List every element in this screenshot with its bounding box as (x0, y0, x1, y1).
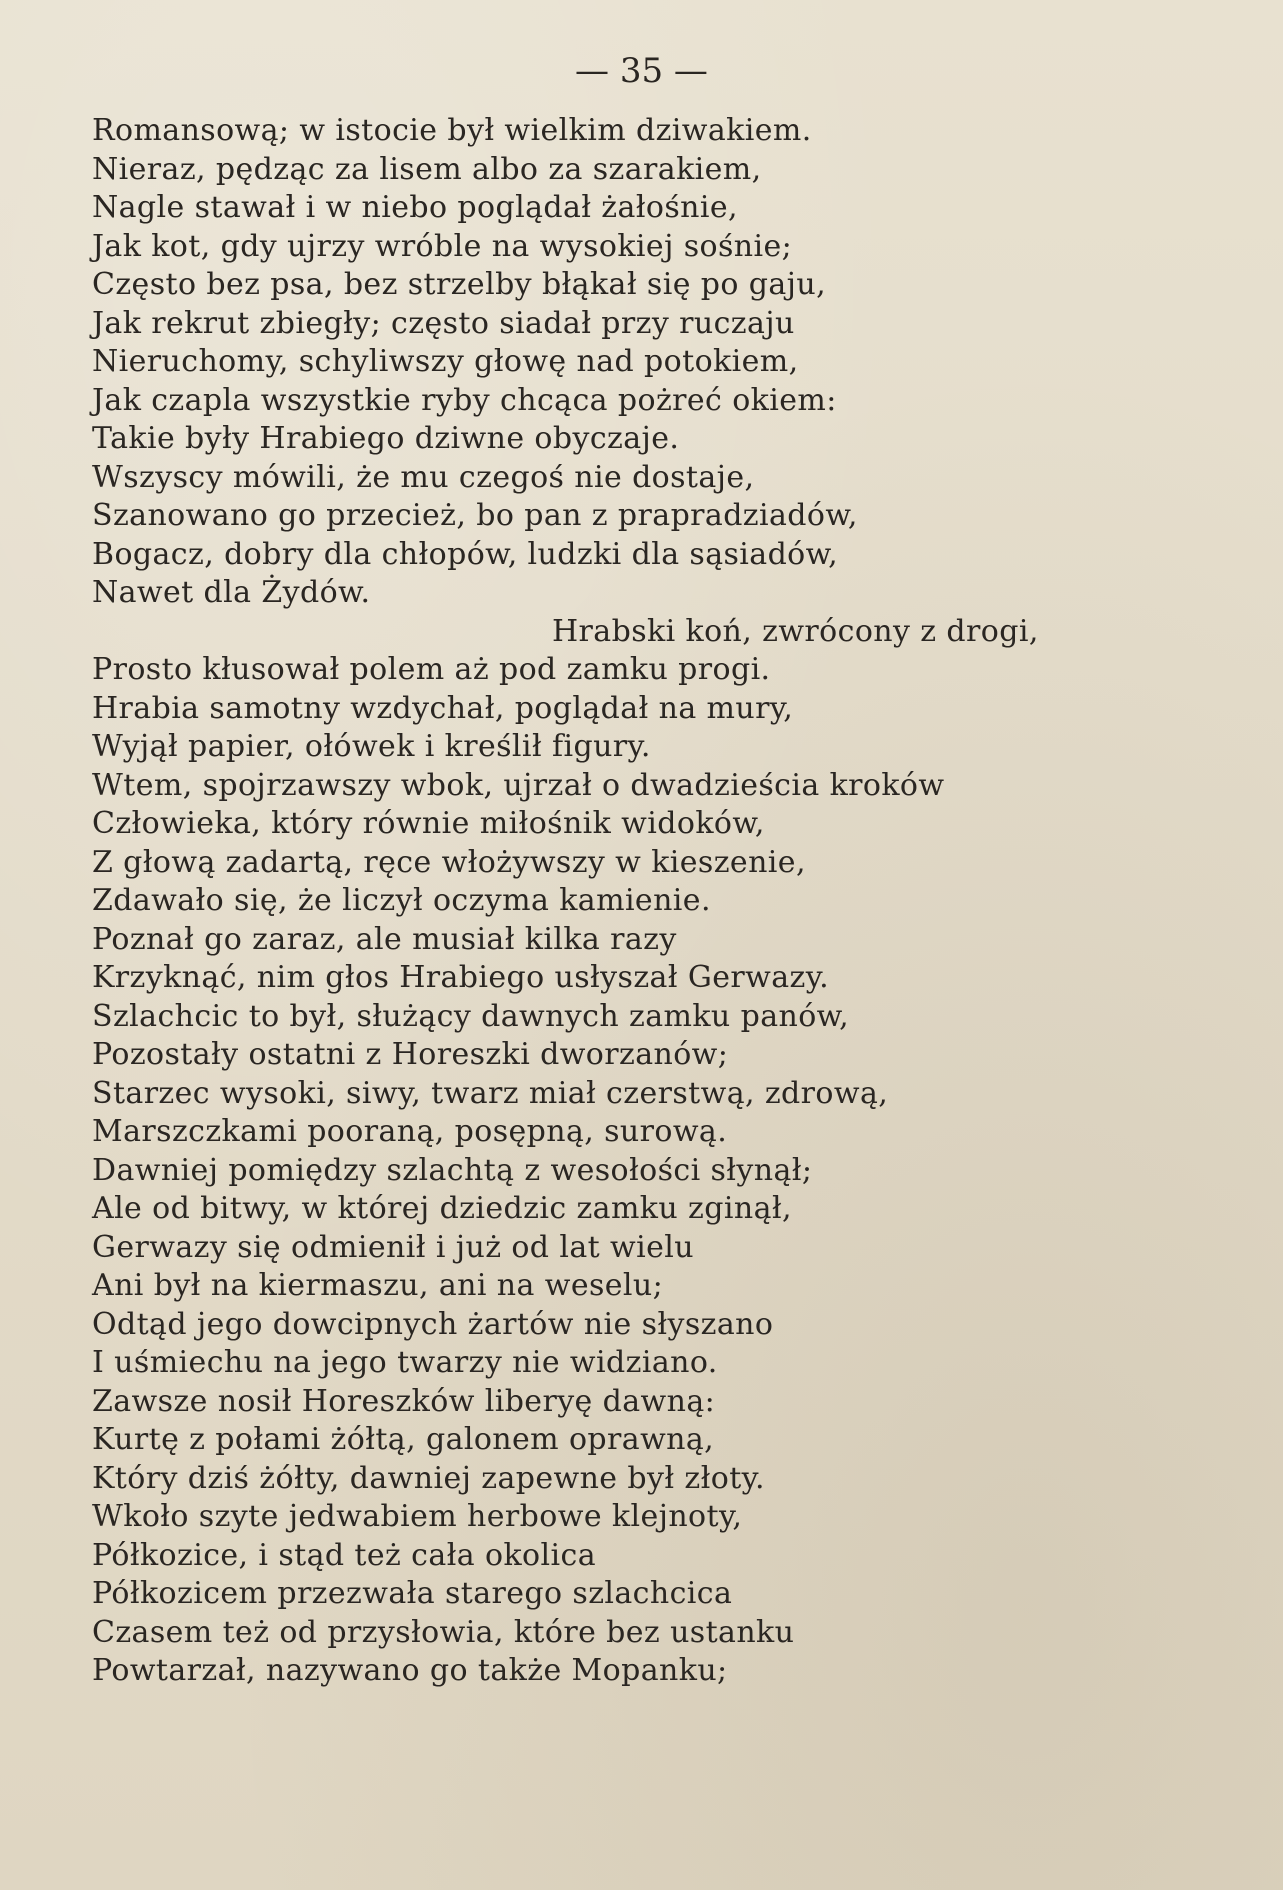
verse-line: Szlachcic to był, służący dawnych zamku panów, (92, 998, 850, 1034)
verse-line: Marszczkami pooraną, posępną, surową. (92, 1114, 728, 1149)
verse-line: Zawsze nosił Horeszków liberyę dawną: (92, 1383, 716, 1419)
verse-line: Pozostały ostatni z Horeszki dworzanów; (92, 1037, 729, 1072)
verse-line: Hrabia samotny wzdychał, poglądał na mury, (92, 690, 794, 726)
verse-line: Z głową zadartą, ręce włożywszy w kieszenie, (92, 844, 806, 880)
verse-line: Jak kot, gdy ujrzy wróble na wysokiej sośnie; (92, 228, 793, 264)
verse-line-continuation: Hrabski koń, zwrócony z drogi, (552, 613, 1039, 649)
verse-line: Półkozicem przezwała starego szlachcica (92, 1576, 733, 1611)
verse-line: Bogacz, dobry dla chłopów, ludzki dla sąsiadów, (92, 536, 839, 572)
verse-line: I uśmiechu na jego twarzy nie widziano. (92, 1345, 718, 1380)
verse-line: Wkoło szyte jedwabiem herbowe klejnoty, (92, 1499, 743, 1534)
verse-line: Starzec wysoki, siwy, twarz miał czerstwą, zdrową, (92, 1075, 889, 1111)
verse-line: Który dziś żółty, dawniej zapewne był złoty. (92, 1460, 765, 1496)
verse-line: Jak rekrut zbiegły; często siadał przy ruczaju (92, 305, 795, 341)
verse-line: Takie były Hrabiego dziwne obyczaje. (92, 421, 680, 456)
verse-line: Wszyscy mówili, że mu czegoś nie dostaje, (92, 459, 755, 495)
verse-line: Często bez psa, bez strzelby błąkał się po gaju, (92, 267, 827, 302)
verse-line: Czasem też od przysłowia, które bez ustanku (92, 1614, 795, 1650)
verse-line: Nieraz, pędząc za lisem albo za szarakiem, (92, 151, 762, 187)
verse-line: Jak czapla wszystkie ryby chcąca pożreć okiem: (92, 382, 837, 418)
verse-line: Prosto kłusował polem aż pod zamku progi. (92, 652, 771, 687)
verse-line: Dawniej pomiędzy szlachtą z wesołości słynął; (92, 1152, 813, 1188)
page-number: — 35 — (575, 51, 708, 91)
verse-line: Powtarzał, nazywano go także Mopanku; (92, 1653, 728, 1688)
verse-line: Ale od bitwy, w której dziedzic zamku zginął, (92, 1191, 792, 1226)
verse-line: Nagle stawał i w niebo poglądał żałośnie, (92, 190, 738, 225)
verse-line: Gerwazy się odmienił i już od lat wielu (92, 1229, 694, 1265)
verse-line: Odtąd jego dowcipnych żartów nie słyszano (92, 1306, 774, 1342)
poem-verse (92, 112, 1212, 1691)
verse-line: Poznał go zaraz, ale musiał kilka razy (92, 921, 677, 957)
verse-line: Człowieka, który równie miłośnik widoków, (92, 806, 765, 841)
verse-line: Wtem, spojrzawszy wbok, ujrzał o dwadzieścia kroków (92, 767, 945, 803)
verse-line: Zdawało się, że liczył oczyma kamienie. (92, 883, 711, 918)
verse-line: Wyjął papier, ołówek i kreślił figury. (92, 729, 651, 764)
verse-line: Szanowano go przecież, bo pan z prapradziadów, (92, 498, 858, 533)
verse-line: Półkozice, i stąd też cała okolica (92, 1537, 597, 1573)
verse-line: Kurtę z połami żółtą, galonem oprawną, (92, 1422, 715, 1457)
verse-line: Nawet dla Żydów. (92, 575, 371, 610)
verse-line: Ani był na kiermaszu, ani na weselu; (92, 1268, 664, 1303)
verse-line: Nieruchomy, schyliwszy głowę nad potokiem, (92, 344, 799, 379)
verse-line: Krzyknąć, nim głos Hrabiego usłyszał Gerwazy. (92, 960, 830, 995)
verse-line: Romansową; w istocie był wielkim dziwakiem. (92, 113, 812, 148)
